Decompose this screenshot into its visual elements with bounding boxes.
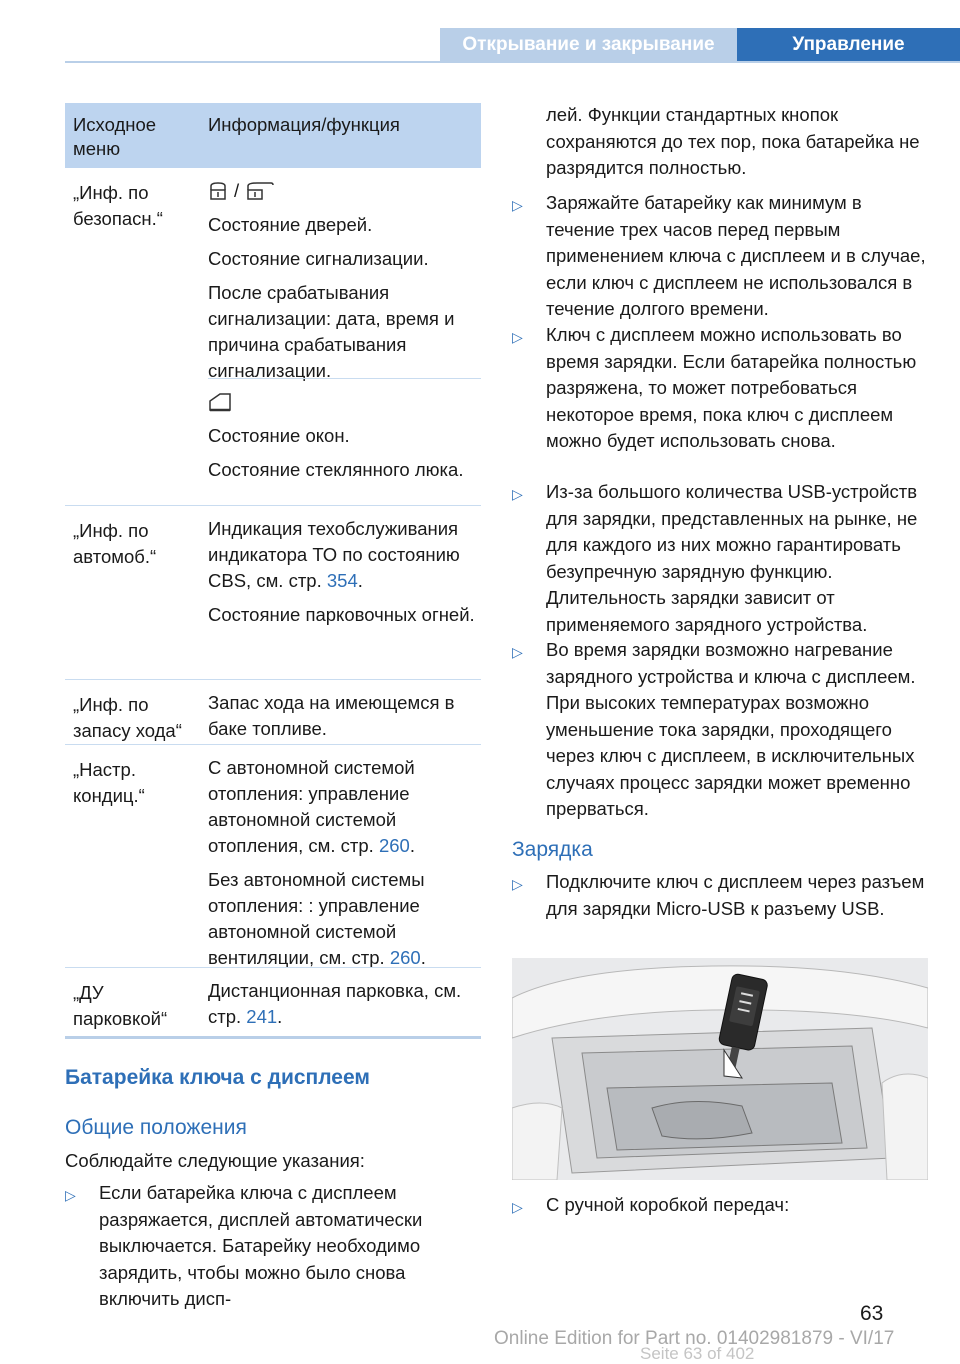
section-title: Батарейка ключа с дисплеем	[65, 1066, 370, 1089]
table-row	[65, 679, 481, 744]
list-item	[512, 869, 928, 949]
list-item-text: Во время зарядки возможно нагревание зарядного устройства и ключа с дисплеем. При высоких температурах возможно уменьшение тока зарядки, проходящего через ключ с дисплеем, в исключительных случаях процесс зарядки может временно прерваться.	[546, 639, 916, 819]
edition-footer: Online Edition for Part no. 01402981879 - VI/17	[494, 1328, 895, 1349]
info-line: Состояние сигнализации.	[208, 248, 429, 269]
menu-cell: „Настр. кондиц.“	[73, 759, 145, 806]
bullet-triangle-icon: ▷	[512, 329, 523, 345]
console-compartment-drawing	[512, 958, 928, 1180]
info-text: Индикация техобслуживания индикатора ТО по состоянию CBS, см. стр.	[208, 518, 460, 591]
info-line: Состояние парковочных огней.	[208, 604, 475, 625]
page-link[interactable]: 354	[326, 570, 358, 591]
window-icon	[208, 392, 232, 412]
list-item	[512, 190, 928, 320]
list-item-text: Подключите ключ с дисплеем через разъем для зарядки Micro-USB к разъему USB.	[546, 871, 925, 919]
info-cell	[208, 978, 480, 1038]
info-cell	[208, 178, 480, 392]
page-link[interactable]: 260	[389, 947, 421, 968]
menu-cell: „Инф. по безопасн.“	[73, 182, 163, 229]
site-watermark: Seite 63 of 402	[640, 1344, 755, 1363]
list-item-text: Из-за большого количества USB-устройств для зарядки, представленных на рынке, не для каждого из них можно гарантировать безупречную зарядную функцию. Длительность зарядки зависит от применяемого зарядного устройства.	[546, 481, 918, 635]
table-row	[65, 505, 481, 679]
page-link[interactable]: 241	[246, 1006, 278, 1027]
subsection-title: Общие положения	[65, 1116, 247, 1139]
info-text: Дистанционная парковка, см. стр.	[208, 980, 462, 1027]
menu-cell: „Инф. по автомоб.“	[73, 520, 157, 567]
page-number: 63	[860, 1302, 884, 1325]
header-rule	[65, 61, 960, 63]
list-item-text: Заряжайте батарейку как минимум в течение трех часов перед первым применением ключа с дисплеем и в случае, если ключ с дисплеем не использовался в течение долгого времени.	[546, 192, 926, 319]
info-text: С автономной системой отопления: управление автономной системой отопления, см. стр.	[208, 757, 415, 856]
list-item-text: Если батарейка ключа с дисплеем разряжается, дисплей автоматически выключается. Батарейку необходимо зарядить, чтобы можно было снова включить дисп-	[99, 1182, 423, 1309]
menu-cell: „Инф. по запасу хода“	[73, 694, 182, 741]
info-line: Состояние дверей.	[208, 214, 373, 235]
menu-info-table	[65, 103, 481, 1039]
key-charging-illustration	[512, 958, 928, 1180]
list-item-text: С ручной коробкой передач:	[546, 1194, 790, 1215]
subsection-title: Зарядка	[512, 838, 593, 861]
header-section-tab: Открывание и закрывание	[440, 28, 737, 61]
info-line: Состояние стеклянного люка.	[208, 459, 464, 480]
window-status-icons	[208, 389, 480, 415]
list-item-text: Ключ с дисплеем можно использовать во время зарядки. Если батарейка полностью разряжена, то может потребоваться некоторое время, пока ключ с дисплеем можно будет использовать снова.	[546, 324, 917, 451]
list-item	[65, 1180, 481, 1309]
info-cell	[208, 690, 480, 750]
list-item	[512, 1192, 928, 1222]
intro-text: Соблюдайте следующие указания:	[65, 1150, 365, 1171]
door-closed-icon	[208, 182, 228, 200]
door-open-icon	[245, 182, 275, 200]
info-line: С автономной системой отопления: управление автономной системой отопления, см. стр. 260.	[208, 757, 415, 856]
info-cell	[208, 755, 480, 979]
table-row	[208, 378, 481, 505]
table-row	[65, 967, 481, 1036]
bullet-triangle-icon: ▷	[65, 1187, 76, 1203]
list-item	[512, 479, 928, 635]
info-line: После срабатывания сигнализации: дата, время и причина срабатывания сигнализации.	[208, 282, 455, 381]
header-chapter-tab: Управление	[737, 28, 960, 61]
bullet-triangle-icon: ▷	[512, 644, 523, 660]
bullet-triangle-icon: ▷	[512, 876, 523, 892]
info-cell	[208, 516, 480, 636]
table-header-info: Информация/функция	[208, 114, 400, 135]
list-item	[512, 637, 928, 817]
table-header-menu: Исходное меню	[73, 114, 157, 159]
info-line: Состояние окон.	[208, 425, 350, 446]
list-item	[512, 322, 928, 472]
page-link[interactable]: 260	[378, 835, 410, 856]
door-status-icons	[208, 178, 480, 204]
info-line: Дистанционная парковка, см. стр. 241.	[208, 980, 462, 1027]
info-text: Без автономной системы отопления: : управление автономной системой вентиляции, см. стр.	[208, 869, 425, 968]
bullet-triangle-icon: ▷	[512, 197, 523, 213]
info-line: Индикация техобслуживания индикатора ТО по состоянию CBS, см. стр. 354.	[208, 518, 460, 591]
icon-separator: /	[234, 180, 240, 201]
table-row	[65, 168, 481, 381]
table-row	[65, 744, 481, 967]
continued-text: лей. Функции стандартных кнопок сохраняются до тех пор, пока батарейка не разрядится полностью.	[546, 104, 920, 178]
bullet-triangle-icon: ▷	[512, 1199, 523, 1215]
info-cell	[208, 389, 480, 491]
table-header	[65, 103, 481, 168]
info-line: Запас хода на имеющемся в баке топливе.	[208, 692, 455, 739]
bullet-triangle-icon: ▷	[512, 486, 523, 502]
menu-cell: „ДУ парковкой“	[73, 982, 168, 1029]
info-line: Без автономной системы отопления: : управление автономной системой вентиляции, см. стр. 260.	[208, 869, 426, 968]
